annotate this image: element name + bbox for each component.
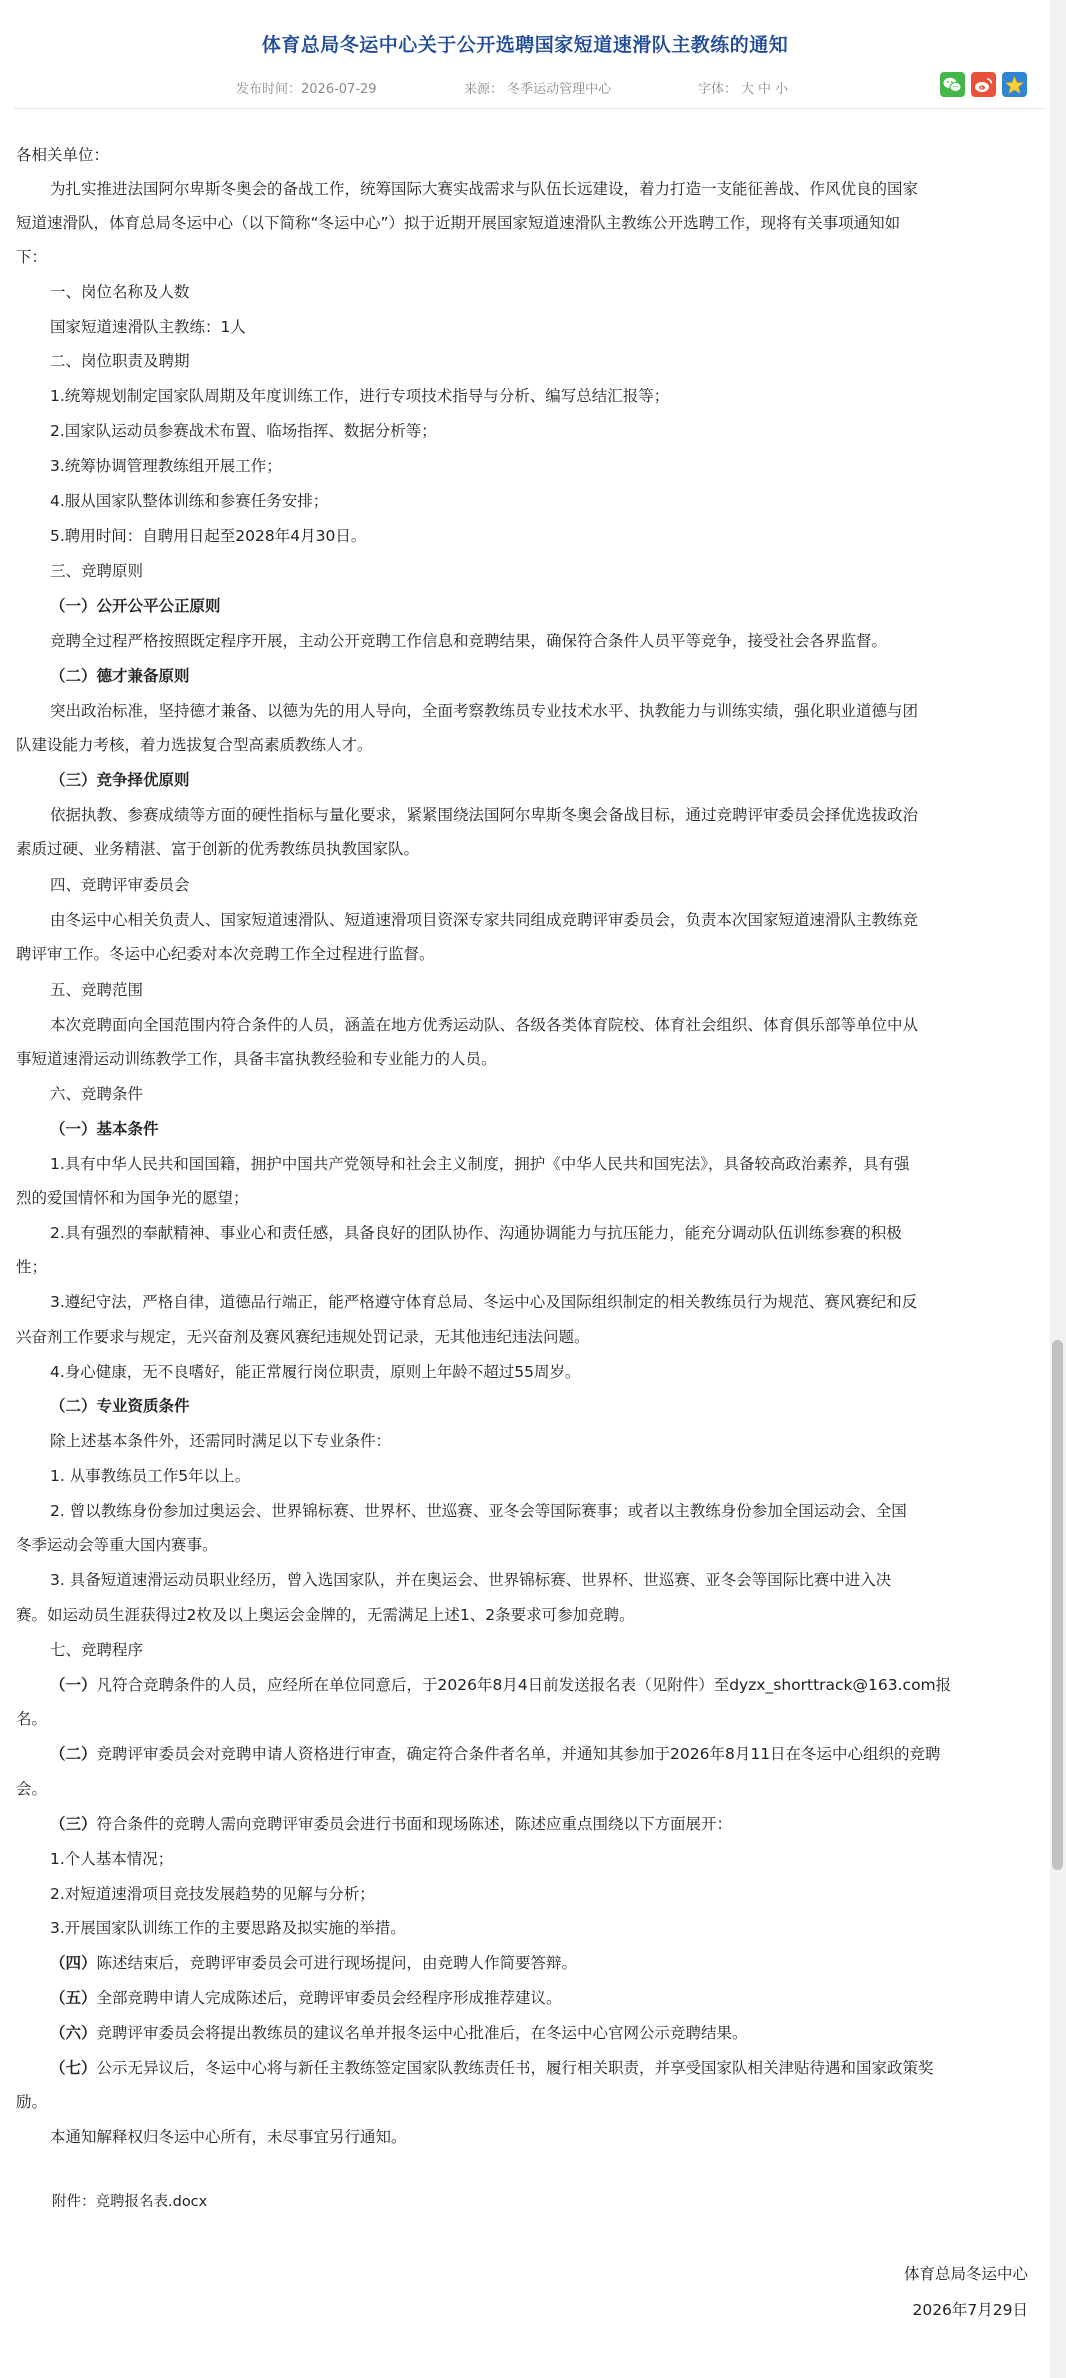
- attachment: [52, 2190, 207, 2214]
- body-line: 5.聘用时间：自聘用日起至2028年4月30日。: [50, 527, 367, 545]
- body-line: 4.服从国家队整体训练和参赛任务安排；: [50, 492, 329, 510]
- body-line: 1. 从事教练员工作5年以上。: [50, 1467, 251, 1485]
- body-line: （一）凡符合竞聘条件的人员，应经所在单位同意后，于2026年8月4日前发送报名表（见附件）至dyzx_shorttrack@163.com报: [50, 1676, 952, 1694]
- body-line: 1.具有中华人民共和国国籍，拥护中国共产党领导和社会主义制度，拥护《中华人民共和国宪法》，具备较高政治素养，具有强: [50, 1155, 910, 1173]
- body-line: 3.统筹协调管理教练组开展工作；: [50, 457, 282, 475]
- font-size-controls: [698, 78, 788, 97]
- scrollbar-track[interactable]: [1050, 0, 1066, 2378]
- scrollbar-thumb[interactable]: [1052, 1340, 1063, 1870]
- body-line: （二）专业资质条件: [50, 1397, 190, 1415]
- share-weibo-button[interactable]: [971, 72, 996, 97]
- body-line: （一）基本条件: [50, 1120, 159, 1138]
- body-line: 4.身心健康，无不良嗜好，能正常履行岗位职责，原则上年龄不超过55周岁。: [50, 1363, 581, 1381]
- body-line: 兴奋剂工作要求与规定，无兴奋剂及赛风赛纪违规处罚记录，无其他违纪违法问题。: [16, 1328, 590, 1346]
- body-line: （五）全部竞聘申请人完成陈述后，竞聘评审委员会经程序形成推荐建议。: [50, 1989, 562, 2007]
- body-line: 2. 曾以教练身份参加过奥运会、世界锦标赛、世界杯、世巡赛、亚冬会等国际赛事；或者以主教练身份参加全国运动会、全国: [50, 1502, 907, 1520]
- signature-date: 2026年7月29日: [912, 2301, 1028, 2319]
- body-line: 事短道速滑运动训练教学工作，具备丰富执教经验和专业能力的人员。: [16, 1050, 497, 1068]
- body-line: 六、竞聘条件: [50, 1085, 144, 1103]
- body-line: （二）竞聘评审委员会对竞聘申请人资格进行审查，确定符合条件者名单，并通知其参加于2026年8月11日在冬运中心组织的竞聘: [50, 1745, 941, 1763]
- attachment-link[interactable]: 竞聘报名表.docx: [95, 2194, 208, 2210]
- body-line: 突出政治标准，坚持德才兼备、以德为先的用人导向，全面考察教练员专业技术水平、执教能力与训练实绩，强化职业道德与团: [50, 702, 919, 720]
- body-line: 赛。如运动员生涯获得过2枚及以上奥运会金牌的，无需满足上述1、2条要求可参加竞聘。: [16, 1606, 635, 1624]
- body-line: 竞聘全过程严格按照既定程序开展，主动公开竞聘工作信息和竞聘结果，确保符合条件人员平等竞争，接受社会各界监督。: [50, 632, 888, 650]
- article-title: 体育总局冬运中心关于公开选聘国家短道速滑队主教练的通知: [261, 34, 789, 56]
- body-line: 1.个人基本情况；: [50, 1850, 174, 1868]
- body-line: 2.具有强烈的奉献精神、事业心和责任感，具备良好的团队协作、沟通协调能力与抗压能力，能充分调动队伍训练参赛的积极: [50, 1224, 902, 1242]
- body-line: 名。: [16, 1710, 48, 1728]
- body-line: 冬季运动会等重大国内赛事。: [16, 1536, 218, 1554]
- header-divider: [14, 108, 1044, 109]
- body-line: 队建设能力考核，着力选拔复合型高素质教练人才。: [16, 736, 373, 754]
- body-line: 1.统筹规划制定国家队周期及年度训练工作，进行专项技术指导与分析、编写总结汇报等；: [50, 387, 670, 405]
- font-size-small-button[interactable]: 小: [775, 82, 789, 97]
- body-line: 除上述基本条件外，还需同时满足以下专业条件：: [50, 1432, 392, 1450]
- body-line: （四）陈述结束后，竞聘评审委员会可进行现场提问，由竞聘人作简要答辩。: [50, 1954, 578, 1972]
- body-line: 三、竞聘原则: [50, 562, 144, 580]
- body-line: 3.开展国家队训练工作的主要思路及拟实施的举措。: [50, 1919, 406, 1937]
- body-line: 由冬运中心相关负责人、国家短道速滑队、短道速滑项目资深专家共同组成竞聘评审委员会，负责本次国家短道速滑队主教练竞: [50, 911, 919, 929]
- body-line: 下：: [16, 248, 48, 266]
- body-line: 本次竞聘面向全国范围内符合条件的人员，涵盖在地方优秀运动队、各级各类体育院校、体育社会组织、体育俱乐部等单位中从: [50, 1016, 919, 1034]
- body-line: （二）德才兼备原则: [50, 667, 190, 685]
- font-size-label: 字体：: [698, 82, 738, 97]
- body-line: 素质过硬、业务精湛、富于创新的优秀教练员执教国家队。: [16, 840, 420, 858]
- body-line: （三）竞争择优原则: [50, 771, 190, 789]
- wechat-icon: [943, 77, 962, 93]
- body-line: （七）公示无异议后，冬运中心将与新任主教练签定国家队教练责任书，履行相关职责，并享受国家队相关津贴待遇和国家政策奖: [50, 2059, 934, 2077]
- body-line: 会。: [16, 1780, 48, 1798]
- font-size-large-button[interactable]: 大: [741, 82, 755, 97]
- body-line: 3. 具备短道速滑运动员职业经历，曾入选国家队，并在奥运会、世界锦标赛、世界杯、世巡赛、亚冬会等国际比赛中进入决: [50, 1571, 892, 1589]
- article-source: 来源： 冬季运动管理中心: [464, 82, 612, 97]
- body-line: 2.国家队运动员参赛战术布置、临场指挥、数据分析等；: [50, 422, 437, 440]
- body-line: 四、竞聘评审委员会: [50, 876, 190, 894]
- body-line: 二、岗位职责及聘期: [50, 352, 190, 370]
- body-line: 国家短道速滑队主教练：1人: [50, 318, 246, 336]
- body-line: 本通知解释权归冬运中心所有，未尽事宜另行通知。: [50, 2128, 407, 2146]
- body-line: 各相关单位：: [16, 146, 110, 164]
- signature-org: 体育总局冬运中心: [903, 2265, 1028, 2283]
- body-line: 3.遵纪守法，严格自律，道德品行端正，能严格遵守体育总局、冬运中心及国际组织制定的相关教练员行为规范、赛风赛纪和反: [50, 1293, 918, 1311]
- body-line: 一、岗位名称及人数: [50, 283, 190, 301]
- favorite-button[interactable]: [1002, 72, 1027, 97]
- body-line: 聘评审工作。冬运中心纪委对本次竞聘工作全过程进行监督。: [16, 945, 435, 963]
- body-line: 烈的爱国情怀和为国争光的愿望；: [16, 1189, 249, 1207]
- weibo-icon: [974, 77, 993, 93]
- body-line: 性；: [16, 1258, 48, 1276]
- body-line: （一）公开公平公正原则: [50, 597, 221, 615]
- body-line: （三）符合条件的竞聘人需向竞聘评审委员会进行书面和现场陈述，陈述应重点围绕以下方面展开：: [50, 1815, 733, 1833]
- attachment-label: 附件：: [52, 2194, 96, 2210]
- body-line: 2.对短道速滑项目竞技发展趋势的见解与分析；: [50, 1885, 375, 1903]
- body-line: 为扎实推进法国阿尔卑斯冬奥会的备战工作，统筹国际大赛实战需求与队伍长远建设，着力打造一支能征善战、作风优良的国家: [50, 180, 919, 198]
- body-line: 五、竞聘范围: [50, 981, 144, 999]
- share-wechat-button[interactable]: [940, 72, 965, 97]
- star-icon: [1005, 76, 1024, 94]
- font-size-medium-button[interactable]: 中: [758, 82, 772, 97]
- body-line: 七、竞聘程序: [50, 1641, 144, 1659]
- publish-date: 发布时间：2026-07-29: [236, 82, 377, 97]
- body-line: 依据执教、参赛成绩等方面的硬性指标与量化要求，紧紧围绕法国阿尔卑斯冬奥会备战目标，通过竞聘评审委员会择优选拔政治: [50, 806, 919, 824]
- body-line: （六）竞聘评审委员会将提出教练员的建议名单并报冬运中心批准后，在冬运中心官网公示竞聘结果。: [50, 2024, 748, 2042]
- body-line: 短道速滑队，体育总局冬运中心（以下简称“冬运中心”）拟于近期开展国家短道速滑队主教练公开选聘工作，现将有关事项通知如: [16, 214, 901, 232]
- body-line: 励。: [16, 2093, 48, 2111]
